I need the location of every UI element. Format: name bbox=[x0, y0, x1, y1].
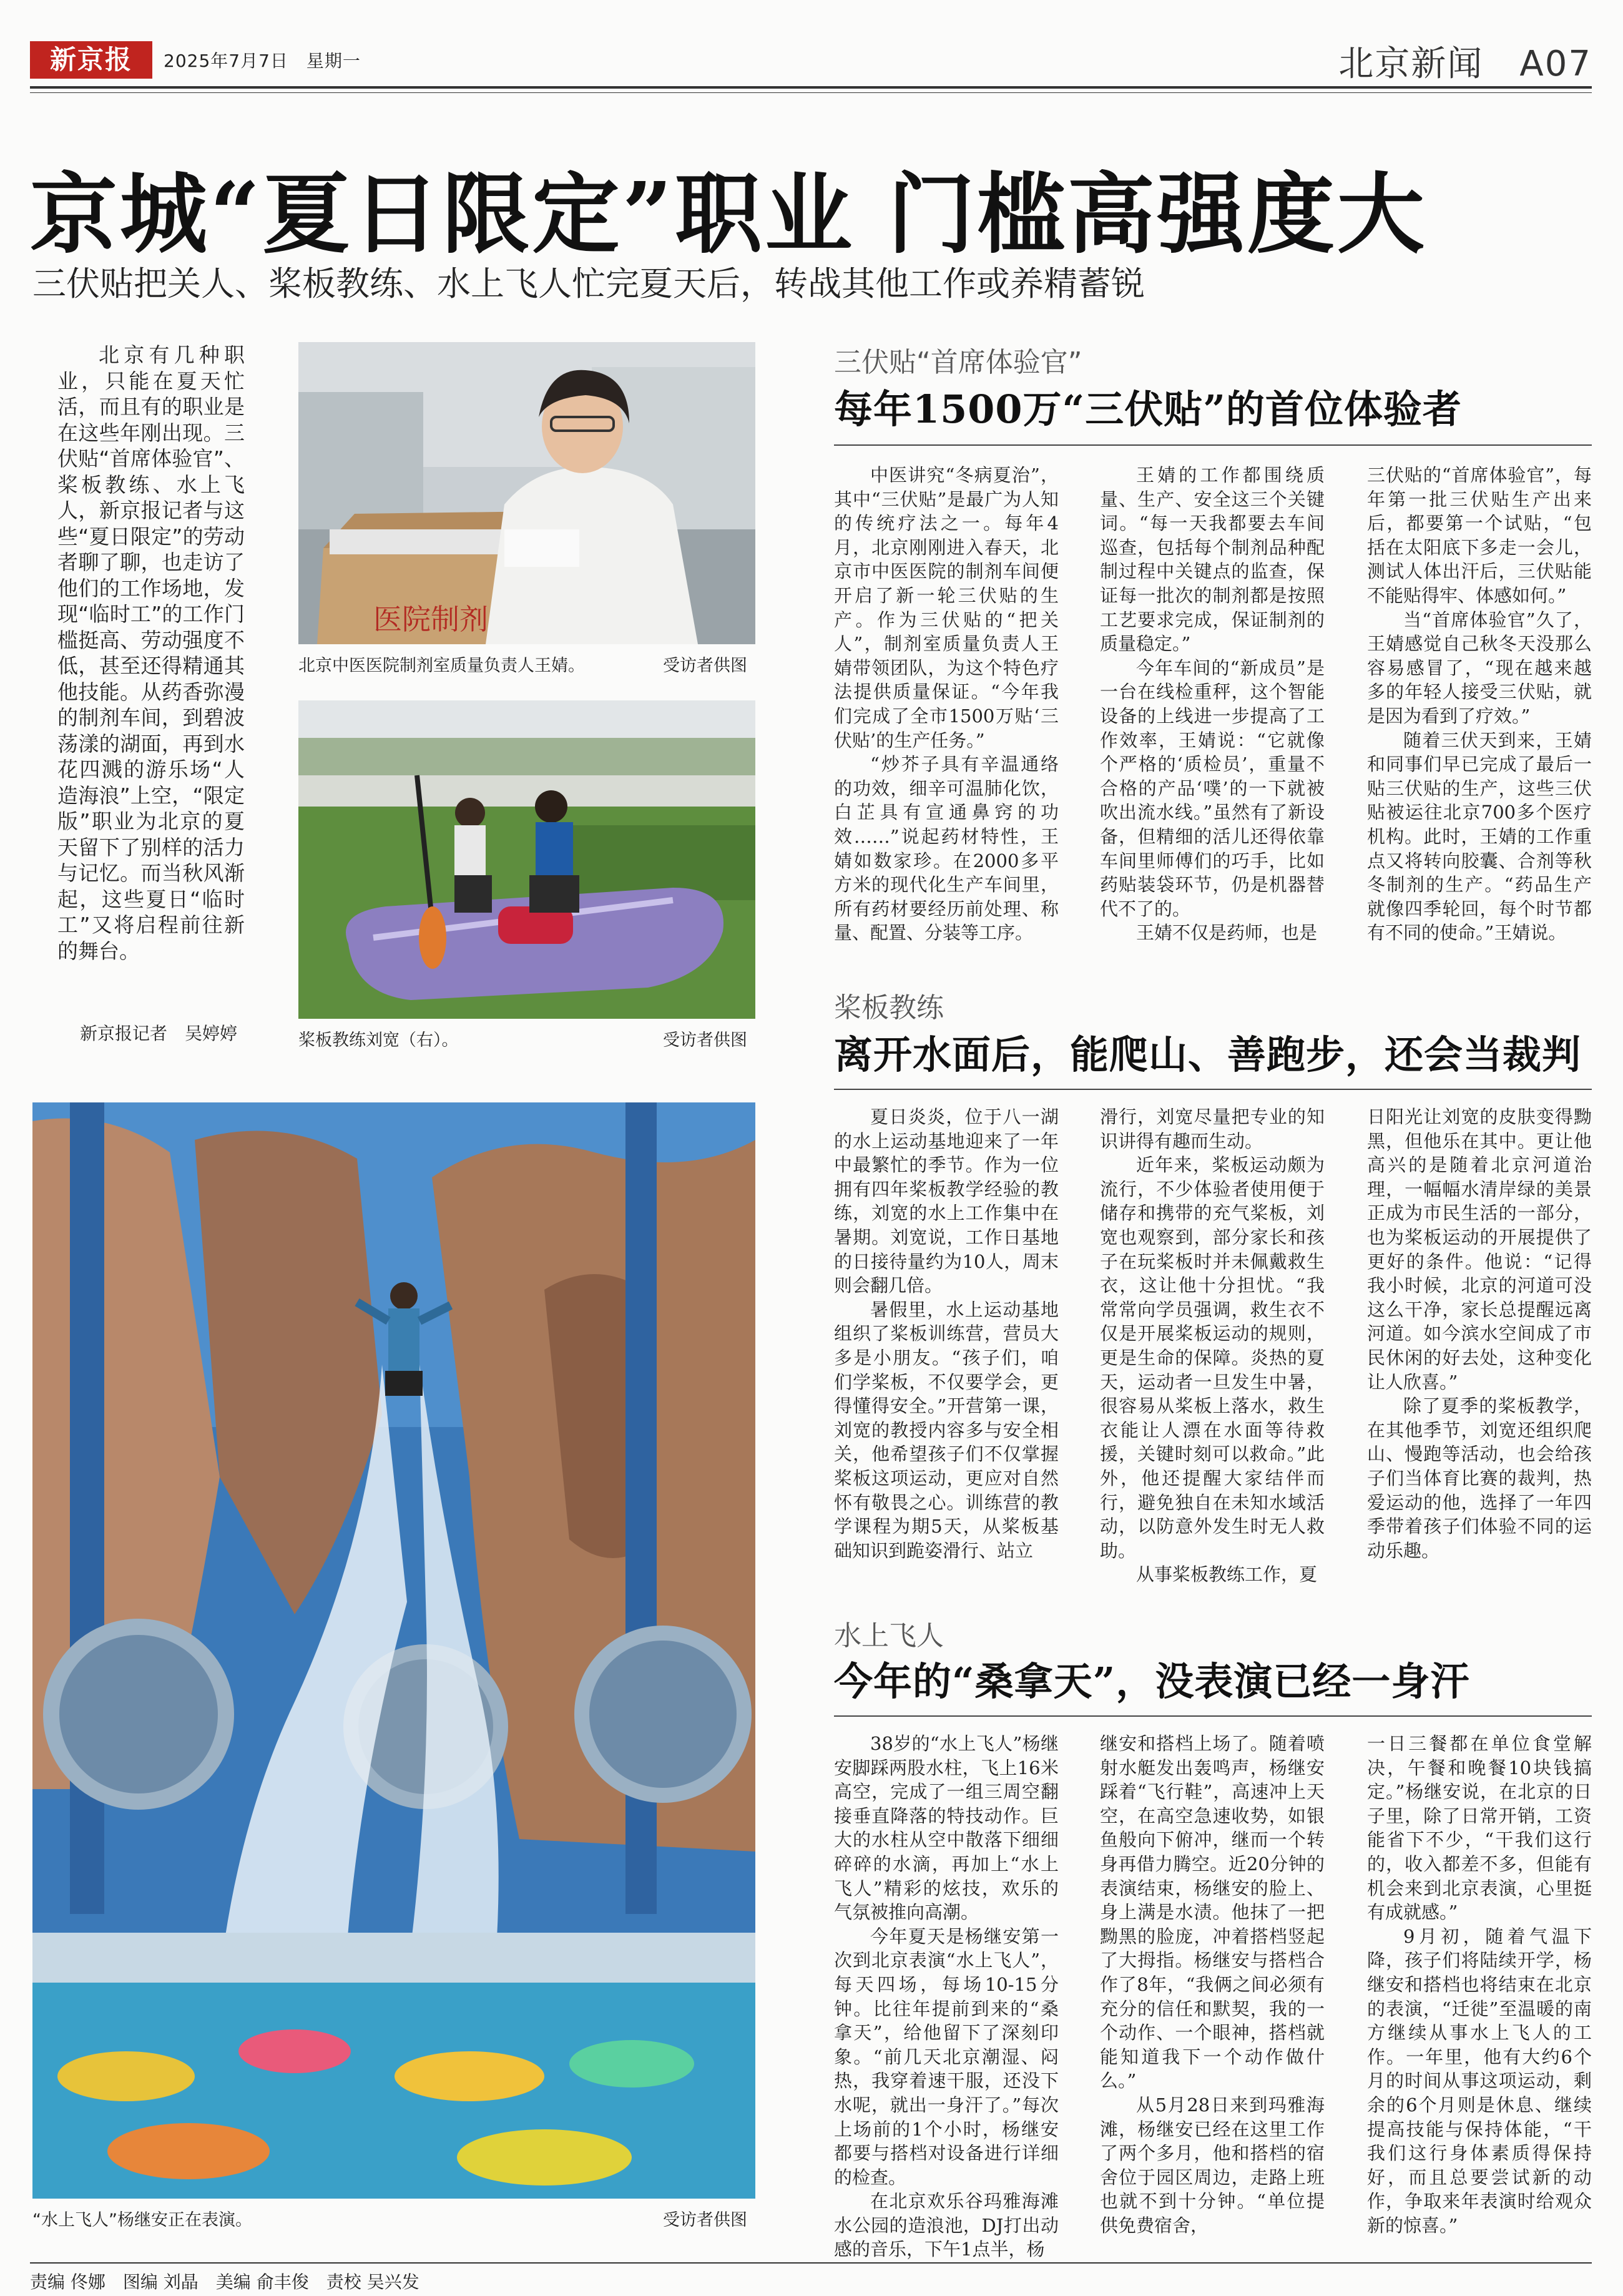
section2-col1-para: 夏日炎炎，位于八一湖的水上运动基地迎来了一年中最繁忙的季节。作为一位拥有四年桨板教学经验的教练，刘宽的水上工作集中在暑期。刘宽说，工作日基地的日接待量约为10人，周末则会翻几倍。 bbox=[834, 1106, 1059, 1297]
section3-title: 今年的“桑拿天”，没表演已经一身汗 bbox=[834, 1659, 1470, 1704]
section3-col3-para: 9月初，随着气温下降，孩子们将陆续开学，杨继安和搭档也将结束在北京的表演，“迁徙”至温暖的南方继续从事水上飞人的工作。一年里，他有大约6个月的时间从事这项运动，剩余的6个月则是休息、继续提高技能与保持体能，“干我们这行身体素质得保持好，而且总要尝试新的动作，争取来年表演时给观众新的惊喜。” bbox=[1367, 1925, 1592, 2236]
editor-credits: 责编 佟娜 图编 刘晶 美编 俞丰俊 责校 吴兴发 bbox=[30, 2272, 419, 2292]
section3-col1-para: 在北京欢乐谷玛雅海滩水公园的造浪池，DJ打出动感的音乐，下午1点半，杨 bbox=[834, 2191, 1059, 2260]
section3-col3-para: 一日三餐都在单位食堂解决，午餐和晚餐10块钱搞定。”杨继安说，在北京的日子里，除了日常开销，工资能省下不少，“干我们这行的，收入都差不多，但能有机会来到北京表演，心里挺有成就感。” bbox=[1367, 1733, 1592, 1923]
section1-col2-para: 今年车间的“新成员”是一台在线检重秤，这个智能设备的上线进一步提高了工作效率，王婧说：“它就像个严格的‘质检员’，重量不合格的产品‘噗’的一下就被吹出流水线。”虽然有了新设备，但精细的活儿还得依靠车间里师傅们的巧手，比如药贴装袋环节，仍是机器替代不了的。 bbox=[1100, 657, 1325, 920]
section3-kicker: 水上飞人 bbox=[834, 1620, 944, 1652]
photo2-caption: 桨板教练刘宽（右）。 bbox=[298, 1031, 459, 1050]
section3-col1-para: 今年夏天是杨继安第一次到北京表演“水上飞人”，每天四场，每场10-15分钟。比往年提前到来的“桑拿天”，给他留下了深刻印象。“前几天北京潮湿、闷热，我穿着速干服，还没下水呢，就出一身汗了。”每次上场前的1个小时，杨继安都要与搭档对设备进行详细的检查。 bbox=[834, 1925, 1059, 2188]
masthead-logo: 新京报 bbox=[30, 41, 152, 79]
section1-column-3 bbox=[1367, 463, 1592, 944]
section3-col2-para: 从5月28日来到玛雅海滩，杨继安已经在这里工作了两个多月，他和搭档的宿舍位于园区周边，走路上班也就不到十分钟。“单位提供免费宿舍， bbox=[1100, 2094, 1325, 2236]
issue-date: 2025年7月7日 星期一 bbox=[164, 51, 361, 71]
photo-water-flyer bbox=[32, 1102, 755, 2199]
box-label-text: 医院制剂 bbox=[373, 602, 488, 636]
section2-column-3 bbox=[1367, 1105, 1592, 1573]
section2-column-2 bbox=[1100, 1105, 1325, 1586]
section1-kicker: 三伏贴“首席体验官” bbox=[834, 346, 1082, 378]
section2-col2-para: 近年来，桨板运动颇为流行，不少体验者使用便于储存和携带的充气桨板，刘宽也观察到，部分家长和孩子在玩桨板时并未佩戴救生衣，这让他十分担忧。“我常常向学员强调，救生衣不仅是开展桨板运动的规则，更是生命的保障。炎热的夏天，运动者一旦发生中暑，很容易从桨板上落水，救生衣能让人漂在水面等待救援，关键时刻可以救命。”此外，他还提醒大家结伴而行，避免独自在未知水域活动，以防意外发生时无人救助。 bbox=[1100, 1154, 1325, 1561]
section1-column-2 bbox=[1100, 463, 1325, 944]
photo2-credit: 受访者供图 bbox=[663, 1031, 747, 1050]
section2-col3-para: 除了夏季的桨板教学，在其他季节，刘宽还组织爬山、慢跑等活动，也会给孩子们当体育比赛的裁判，热爱运动的他，选择了一年四季带着孩子们体验不同的运动乐趣。 bbox=[1367, 1395, 1592, 1561]
section2-column-1 bbox=[834, 1105, 1059, 1573]
photo1-caption: 北京中医医院制剂室质量负责人王婧。 bbox=[298, 656, 585, 675]
section3-col1-para: 38岁的“水上飞人”杨继安脚踩两股水柱，飞上16米高空，完成了一组三周空翻接垂直降落的特技动作。巨大的水柱从空中散落下细细碎碎的水滴，再加上“水上飞人”精彩的炫技，欢乐的气氛被推向高潮。 bbox=[834, 1733, 1059, 1923]
section1-title: 每年1500万“三伏贴”的首位体验者 bbox=[834, 386, 1462, 432]
section1-col1-para: 中医讲究“冬病夏治”，其中“三伏贴”是最广为人知的传统疗法之一。每年4月，北京刚刚进入春天，北京市中医医院的制剂车间便开启了新一轮三伏贴的生产。作为三伏贴的“把关人”，制剂室质量负责人王婧带领团队，为这个特色疗法提供质量保证。“今年我们完成了全市1500万贴‘三伏贴’的生产任务。” bbox=[834, 464, 1059, 751]
section3-column-2 bbox=[1100, 1732, 1325, 2251]
section1-col2-para: 王婧不仅是药师，也是 bbox=[1136, 922, 1318, 944]
section2-kicker: 桨板教练 bbox=[834, 992, 944, 1024]
section1-rule bbox=[834, 444, 1592, 446]
header-rule-thin bbox=[30, 92, 1592, 93]
footer-rule bbox=[30, 2262, 1592, 2264]
intro-text: 北京有几种职业，只能在夏天忙活，而且有的职业是在这些年刚出现。三伏贴“首席体验官”、桨板教练、水上飞人，新京报记者与这些“夏日限定”的劳动者聊了聊，也走访了他们的工作场地，发现“临时工”的工作门槛挺高、劳动强度不低，甚至还得精通其他技能。从药香弥漫的制剂车间，到碧波荡漾的湖面，再到水花四溅的游乐场“人造海浪”上空，“限定版”职业为北京的夏天留下了别样的活力与记忆。而当秋风渐起，这些夏日“临时工”又将启程前往新的舞台。 bbox=[57, 343, 245, 963]
section1-col3-para: 随着三伏天到来，王婧和同事们早已完成了最后一贴三伏贴的生产，这些三伏贴被运往北京700多个医疗机构。此时，王婧的工作重点又将转向胶囊、合剂等秋冬制剂的生产。“药品生产就像四季轮回，每个时节都有不同的使命。”王婧说。 bbox=[1367, 729, 1592, 944]
photo3-caption: “水上飞人”杨继安正在表演。 bbox=[32, 2210, 252, 2230]
photo-pharmacist bbox=[298, 342, 755, 644]
section3-col2-para: 继安和搭档上场了。随着喷射水艇发出轰鸣声，杨继安踩着“飞行鞋”，高速冲上天空，在高空急速收势，如银鱼般向下俯冲，继而一个转身再借力腾空。近20分钟的表演结束，杨继安的脸上、身上满是水渍。他抹了一把黝黑的脸庞，冲着搭档竖起了大拇指。杨继安与搭档合作了8年，“我俩之间必须有充分的信任和默契，我的一个动作、一个眼神，搭档就能知道我下一个动作做什么。” bbox=[1100, 1733, 1325, 2092]
byline: 新京报记者 吴婷婷 bbox=[80, 1023, 238, 1044]
section2-title: 离开水面后，能爬山、善跑步，还会当裁判 bbox=[834, 1032, 1582, 1077]
photo3-credit: 受访者供图 bbox=[663, 2210, 747, 2230]
section-page-label: 北京新闻 A07 bbox=[1338, 44, 1592, 84]
sub-headline: 三伏贴把关人、桨板教练、水上飞人忙完夏天后，转战其他工作或养精蓄锐 bbox=[32, 264, 1145, 303]
section1-col2-para: 王婧的工作都围绕质量、生产、安全这三个关键词。“每一天我都要去车间巡查，包括每个制剂品种配制过程中关键点的监查，保证每一批次的制剂都是按照工艺要求完成，保证制剂的质量稳定。” bbox=[1100, 464, 1325, 655]
section3-column-3 bbox=[1367, 1732, 1592, 2251]
section2-col2-para: 从事桨板教练工作，夏 bbox=[1136, 1564, 1318, 1586]
section1-col3-para: 三伏贴的“首席体验官”，每年第一批三伏贴生产出来后，都要第一个试贴，“包括在太阳底下多走一会儿，测试人体出汗后，三伏贴能不能贴得牢、体感如何。” bbox=[1367, 464, 1592, 606]
main-headline: 京城“夏日限定”职业 门槛高强度大 bbox=[30, 164, 1427, 266]
section1-col1-para: “炒芥子具有辛温通络的功效，细辛可温肺化饮，白芷具有宣通鼻窍的功效……”说起药材特性，王婧如数家珍。在2000多平方米的现代化生产车间里，所有药材要经历前处理、称量、配置、分装等工序。 bbox=[834, 753, 1059, 944]
section3-column-1 bbox=[834, 1732, 1059, 2260]
section2-col2-para: 滑行，刘宽尽量把专业的知识讲得有趣而生动。 bbox=[1100, 1106, 1325, 1152]
section3-rule bbox=[834, 1715, 1592, 1717]
photo1-credit: 受访者供图 bbox=[663, 656, 747, 675]
section1-column-1 bbox=[834, 463, 1059, 944]
header-rule bbox=[30, 86, 1592, 89]
section2-col1-para: 暑假里，水上运动基地组织了桨板训练营，营员大多是小朋友。“孩子们，咱们学桨板，不仅要学会，更得懂得安全。”开营第一课，刘宽的教授内容多与安全相关，他希望孩子们不仅掌握桨板这项运动，更应对自然怀有敬畏之心。训练营的教学课程为期5天，从桨板基础知识到跪姿滑行、站立 bbox=[834, 1298, 1059, 1561]
photo-paddleboard-coach bbox=[298, 700, 755, 1019]
section2-rule bbox=[834, 1089, 1592, 1090]
section2-col3-para: 日阳光让刘宽的皮肤变得黝黑，但他乐在其中。更让他高兴的是随着北京河道治理，一幅幅水清岸绿的美景正成为市民生活的一部分，也为桨板运动的开展提供了更好的条件。他说：“记得我小时候，北京的河道可没这么干净，家长总提醒远离河道。如今滨水空间成了市民休闲的好去处，这种变化让人欣喜。” bbox=[1367, 1106, 1592, 1393]
section1-col3-para: 当“首席体验官”久了，王婧感觉自己秋冬天没那么容易感冒了，“现在越来越多的年轻人接受三伏贴，就是因为看到了疗效。” bbox=[1367, 609, 1592, 727]
